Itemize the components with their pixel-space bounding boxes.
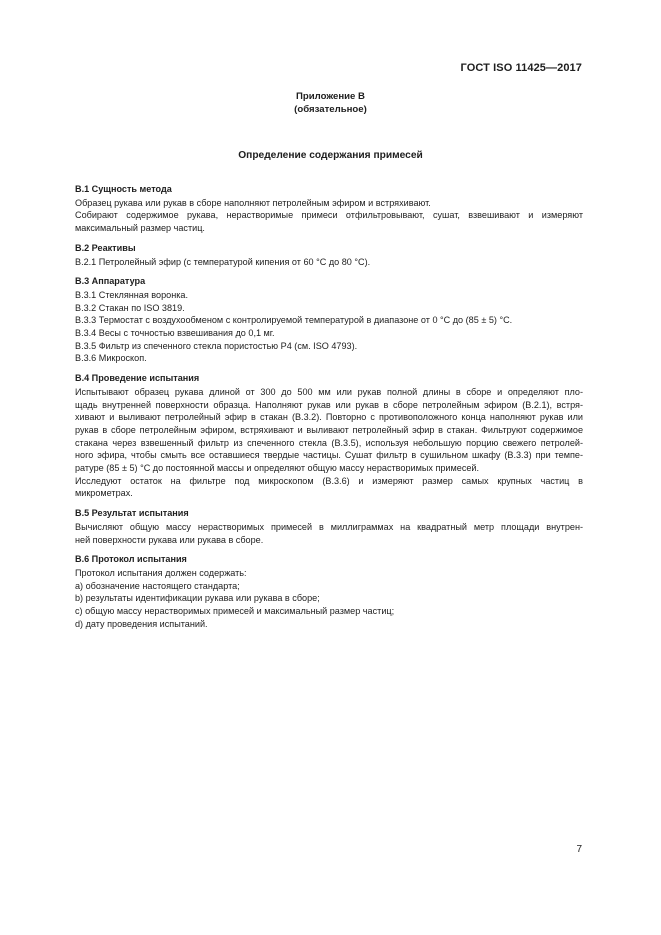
standard-designation: ГОСТ ISO 11425—2017 — [460, 62, 582, 74]
list-item: b) результаты идентификации рукава или рукава в сборе; — [75, 593, 320, 604]
paragraph-line: ратуре (85 ± 5) °С до постоянной массы и определяют общую массу нерастворимых примесей. — [75, 463, 480, 474]
paragraph-line: микрометрах. — [75, 488, 133, 499]
annex-type: (обязательное) — [294, 103, 367, 115]
section-heading: В.3 Аппаратура — [75, 276, 146, 287]
paragraph-line: максимальный размер частиц. — [75, 223, 205, 234]
paragraph-line: ней поверхности рукава или рукава в сборе. — [75, 534, 264, 545]
section-heading: В.1 Сущность метода — [75, 184, 172, 194]
paragraph-line: Испытывают образец рукава длиной от 300 до 500 мм или рукав полной длины в сборе и определяют пло- — [75, 386, 583, 397]
paragraph-line: Исследуют остаток на фильтре под микроскопом (В.3.6) и измеряют размер самых крупных частиц в — [75, 475, 583, 486]
list-item: В.3.4 Весы с точностью взвешивания до 0,1 мг. — [75, 328, 275, 339]
section-heading: В.6 Протокол испытания — [75, 554, 187, 565]
section-heading: В.4 Проведение испытания — [75, 373, 200, 384]
paragraph-line: хивают и выливают петролейный эфир в стакан (В.3.2). Повторно с противоположного конца наполняют рукав или — [75, 412, 583, 423]
annex-main-title: Определение содержания примесей — [238, 150, 423, 161]
list-item: В.3.1 Стеклянная воронка. — [75, 289, 188, 300]
paragraph-line: ного эфира, чтобы смыть все оставшиеся твердые частицы. Сушат фильтр в сушильном шкафу (В.3.3) при темпе- — [75, 450, 583, 461]
annex-heading — [0, 91, 661, 116]
paragraph-line: стакана через взвешенный фильтр из спеченного стекла (В.3.5), используя небольшую порцию свежего петролей- — [75, 437, 583, 448]
list-item: В.3.5 Фильтр из спеченного стекла пористостью Р4 (см. ISO 4793). — [75, 340, 358, 351]
list-item: В.3.2 Стакан по ISO 3819. — [75, 302, 185, 313]
list-item: В.3.3 Термостат с воздухообменом с контролируемой температурой в диапазоне от 0 °С до (85 ± 5) °С. — [75, 315, 513, 326]
paragraph-line: щадь внутренней поверхности образца. Наполняют рукав или рукав в сборе петролейным эфиром (В.2.1), встря- — [75, 399, 583, 410]
list-item: а) обозначение настоящего стандарта; — [75, 580, 240, 591]
document-body — [75, 183, 583, 631]
page-number: 7 — [576, 844, 582, 855]
list-item: d) дату проведения испытаний. — [75, 618, 208, 629]
paragraph-line: Собирают содержимое рукава, нерастворимые примеси отфильтровывают, сушат, взвешивают и измеряют — [75, 210, 583, 221]
paragraph-line: В.2.1 Петролейный эфир (с температурой кипения от 60 °С до 80 °С). — [75, 256, 371, 267]
list-item: В.3.6 Микроскоп. — [75, 353, 147, 364]
paragraph-line: рукав в сборе петролейным эфиром, встряхивают и выливают петролейный эфир в стакан. Фильтруют содержимое — [75, 424, 583, 435]
paragraph-line: Протокол испытания должен содержать: — [75, 567, 247, 578]
section-heading: В.5 Результат испытания — [75, 508, 189, 519]
list-item: с) общую массу нерастворимых примесей и максимальный размер частиц; — [75, 606, 395, 617]
paragraph-line: Образец рукава или рукав в сборе наполняют петролейным эфиром и встряхивают. — [75, 197, 431, 208]
paragraph-line: Вычисляют общую массу нерастворимых примесей в миллиграммах на квадратный метр площади внутрен- — [75, 521, 583, 532]
section-heading: В.2 Реактивы — [75, 242, 136, 253]
annex-title: Приложение В — [296, 91, 365, 102]
